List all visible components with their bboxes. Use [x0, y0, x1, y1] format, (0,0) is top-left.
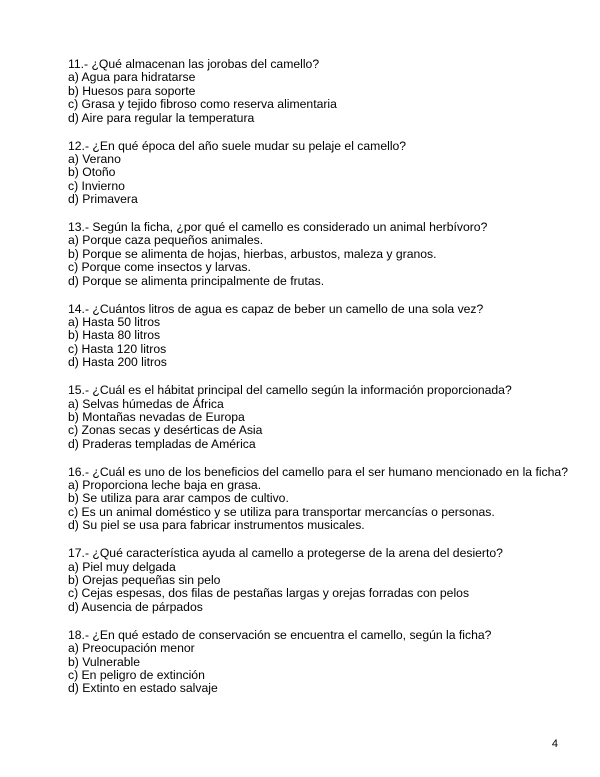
- option-c: c) Es un animal doméstico y se utiliza para transportar mercancías o personas.: [68, 504, 495, 519]
- option-c: c) Zonas secas y desérticas de Asia: [68, 423, 263, 438]
- question-14: [68, 303, 568, 370]
- option-b: b) Huesos para soporte: [68, 83, 196, 98]
- option-b: b) Se utiliza para arar campos de cultivo.: [68, 491, 289, 506]
- option-b: b) Orejas pequeñas sin pelo: [68, 573, 221, 587]
- question-text: 13.- Según la ficha, ¿por qué el camello es considerado un animal herbívoro?: [68, 220, 488, 235]
- question-text: 14.- ¿Cuántos litros de agua es capaz de beber un camello de una sola vez?: [68, 301, 484, 316]
- page-number: 4: [551, 738, 558, 750]
- option-a: a) Selvas húmedas de África: [68, 396, 224, 411]
- option-a: a) Porque caza pequeños animales.: [68, 233, 264, 248]
- option-d: d) Su piel se usa para fabricar instrumentos musicales.: [68, 518, 365, 533]
- option-d: d) Hasta 200 litros: [68, 355, 167, 370]
- option-d: d) Extinto en estado salvaje: [68, 681, 218, 696]
- option-b: b) Porque se alimenta de hojas, hierbas, arbustos, maleza y granos.: [68, 246, 437, 261]
- question-list: [68, 58, 568, 710]
- option-a: a) Proporciona leche baja en grasa.: [68, 478, 262, 493]
- option-a: a) Piel muy delgada: [68, 559, 176, 574]
- question-text: 11.- ¿Qué almacenan las jorobas del camello?: [68, 57, 320, 71]
- option-a: a) Hasta 50 litros: [68, 315, 161, 329]
- option-c: c) Hasta 120 litros: [68, 341, 167, 356]
- option-d: d) Ausencia de párpados: [68, 599, 203, 614]
- question-text: 16.- ¿Cuál es uno de los beneficios del camello para el ser humano mencionado en la ficha?: [68, 464, 568, 479]
- option-a: a) Preocupación menor: [68, 641, 195, 656]
- question-11: [68, 58, 568, 125]
- option-c: c) Grasa y tejido fibroso como reserva alimentaria: [68, 97, 337, 112]
- option-b: b) Montañas nevadas de Europa: [68, 409, 245, 424]
- option-d: d) Primavera: [68, 192, 138, 207]
- option-c: c) Porque come insectos y larvas.: [68, 260, 251, 275]
- option-d: d) Praderas templadas de América: [68, 436, 256, 451]
- option-b: b) Vulnerable: [68, 654, 141, 669]
- question-text: 17.- ¿Qué característica ayuda al camello a protegerse de la arena del desierto?: [68, 546, 503, 561]
- question-15: [68, 384, 568, 451]
- question-18: [68, 629, 568, 696]
- question-text: 12.- ¿En qué época del año suele mudar su pelaje el camello?: [68, 138, 407, 153]
- question-17: [68, 547, 568, 614]
- question-13: [68, 221, 568, 288]
- option-d: d) Porque se alimenta principalmente de frutas.: [68, 273, 325, 288]
- question-12: [68, 140, 568, 207]
- option-a: a) Verano: [68, 151, 121, 166]
- option-a: a) Agua para hidratarse: [68, 70, 196, 85]
- option-c: c) Cejas espesas, dos filas de pestañas largas y orejas forradas con pelos: [68, 586, 470, 601]
- option-d: d) Aire para regular la temperatura: [68, 110, 255, 125]
- option-c: c) Invierno: [68, 178, 125, 193]
- question-text: 18.- ¿En qué estado de conservación se encuentra el camello, según la ficha?: [68, 627, 492, 642]
- question-text: 15.- ¿Cuál es el hábitat principal del camello según la información proporcionada?: [68, 383, 512, 398]
- question-16: [68, 466, 568, 533]
- option-b: b) Hasta 80 litros: [68, 328, 161, 343]
- option-b: b) Otoño: [68, 165, 116, 180]
- option-c: c) En peligro de extinción: [68, 667, 205, 682]
